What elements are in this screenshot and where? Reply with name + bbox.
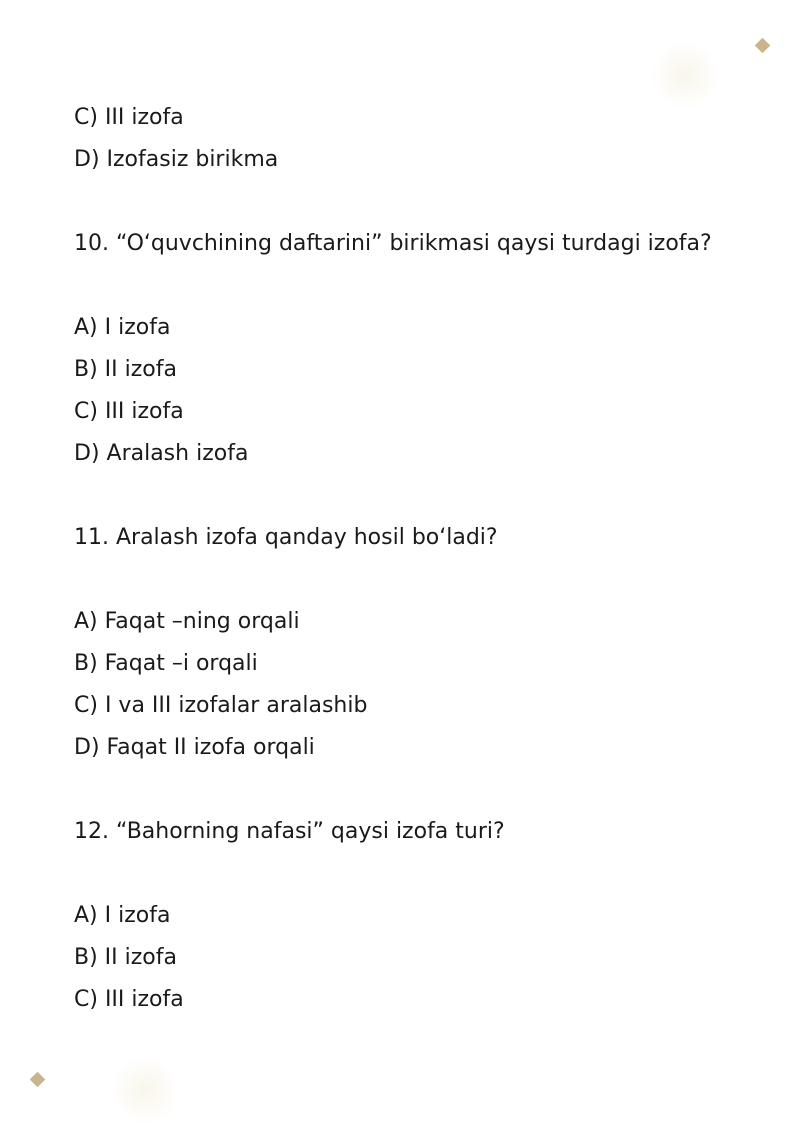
- option-a: A) I izofa: [74, 315, 171, 340]
- question-10: 10. “O‘quvchining daftarini” birikmasi qaysi turdagi izofa?: [74, 231, 712, 256]
- diamond-ornament-icon: [755, 38, 771, 54]
- option-a: A) I izofa: [74, 903, 171, 928]
- option-d: D) Aralash izofa: [74, 441, 249, 466]
- option-c: C) III izofa: [74, 987, 184, 1012]
- option-a: A) Faqat –ning orqali: [74, 609, 300, 634]
- option-b: B) II izofa: [74, 357, 177, 382]
- option-b: B) Faqat –i orqali: [74, 651, 258, 676]
- decorative-glow: [650, 40, 720, 110]
- question-12: 12. “Bahorning nafasi” qaysi izofa turi?: [74, 819, 505, 844]
- option-b: B) II izofa: [74, 945, 177, 970]
- decorative-glow: [110, 1055, 180, 1125]
- option-d: D) Izofasiz birikma: [74, 147, 279, 172]
- option-c: C) III izofa: [74, 105, 184, 130]
- option-d: D) Faqat II izofa orqali: [74, 735, 315, 760]
- option-c: C) I va III izofalar aralashib: [74, 693, 368, 718]
- diamond-ornament-icon: [30, 1072, 46, 1088]
- option-c: C) III izofa: [74, 399, 184, 424]
- question-11: 11. Aralash izofa qanday hosil bo‘ladi?: [74, 525, 498, 550]
